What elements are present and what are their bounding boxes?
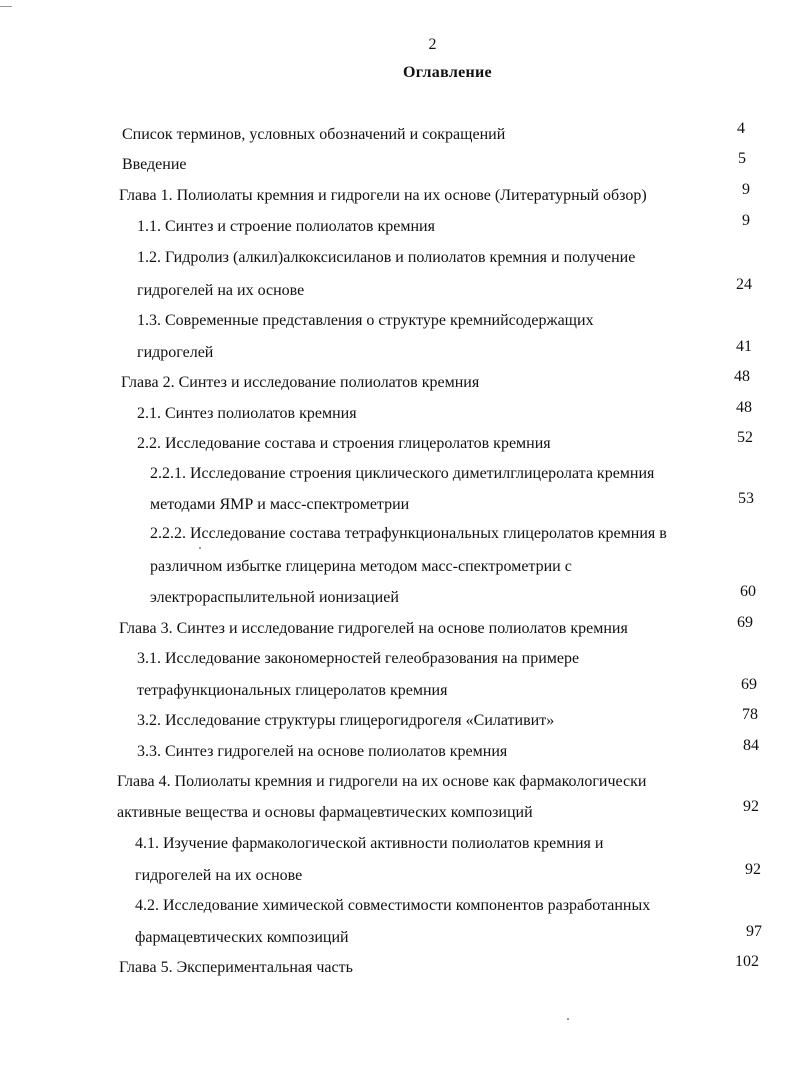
toc-entry-page: 102 — [735, 953, 759, 970]
toc-entry-text: Список терминов, условных обозначений и сокращений — [122, 126, 506, 143]
toc-entry-text: Глава 1. Полиолаты кремния и гидрогели на их основе (Литературный обзор) — [119, 187, 647, 204]
toc-entry-text: 4.1. Изучение фармакологической активности полиолатов кремния и — [135, 835, 604, 852]
toc-entry-text: Введение — [122, 156, 187, 173]
page-number: 2 — [428, 36, 437, 53]
toc-entry-page: 41 — [736, 338, 752, 355]
toc-entry-page: 9 — [742, 181, 750, 198]
toc-entry-text: тетрафункциональных глицеролатов кремния — [137, 682, 448, 699]
toc-entry-text: 1.1. Синтез и строение полиолатов кремния — [137, 218, 435, 235]
toc-entry-page: 60 — [740, 583, 756, 600]
toc-entry-text: Глава 4. Полиолаты кремния и гидрогели на их основе как фармакологически — [117, 773, 647, 790]
toc-entry-page: 97 — [746, 923, 762, 940]
toc-entry-text: гидрогелей — [137, 344, 214, 361]
toc-entry-page: 52 — [737, 429, 753, 446]
scan-speck — [199, 547, 201, 549]
toc-entry-page: 48 — [734, 368, 750, 385]
toc-entry-text: фармацевтических композиций — [135, 929, 349, 946]
toc-entry-text: 1.2. Гидролиз (алкил)алкоксисиланов и полиолатов кремния и получение — [137, 249, 636, 266]
toc-entry-text: 2.1. Синтез полиолатов кремния — [137, 405, 357, 422]
toc-entry-text: методами ЯМР и масс-спектрометрии — [150, 496, 410, 513]
scan-speck — [567, 1018, 569, 1020]
toc-entry-page: 92 — [743, 798, 759, 815]
toc-entry-page: 84 — [743, 737, 759, 754]
toc-entry-page: 69 — [741, 676, 757, 693]
toc-entry-page: 9 — [742, 212, 750, 229]
toc-entry-text: гидрогелей на их основе — [135, 867, 303, 884]
toc-entry-text: Глава 5. Экспериментальная часть — [119, 959, 353, 976]
toc-entry-text: активные вещества и основы фармацевтических композиций — [117, 804, 533, 821]
toc-title: Оглавление — [403, 64, 492, 81]
toc-entry-page: 69 — [737, 614, 753, 631]
scan-edge-mark — [0, 6, 12, 7]
toc-entry-text: 3.3. Синтез гидрогелей на основе полиолатов кремния — [137, 743, 508, 760]
toc-entry-text: Глава 3. Синтез и исследование гидрогелей на основе полиолатов кремния — [119, 620, 628, 637]
toc-entry-text: 2.2. Исследование состава и строения глицеролатов кремния — [137, 435, 551, 452]
toc-entry-text: Глава 2. Синтез и исследование полиолатов кремния — [121, 374, 480, 391]
toc-entry-text: 1.3. Современные представления о структуре кремнийсодержащих — [137, 312, 594, 329]
toc-entry-page: 53 — [738, 490, 754, 507]
toc-entry-text: 4.2. Исследование химической совместимости компонентов разработанных — [135, 897, 651, 914]
toc-entry-page: 78 — [742, 706, 758, 723]
toc-entry-page: 5 — [738, 150, 746, 167]
toc-entry-page: 92 — [745, 861, 761, 878]
toc-entry-text: различном избытке глицерина методом масс-спектрометрии с — [150, 558, 572, 575]
toc-entry-page: 48 — [736, 399, 752, 416]
toc-entry-text: 3.1. Исследование закономерностей гелеобразования на примере — [137, 650, 580, 667]
toc-entry-page: 24 — [736, 276, 752, 293]
toc-entry-text: гидрогелей на их основе — [137, 282, 305, 299]
toc-entry-text: 3.2. Исследование структуры глицерогидрогеля «Силативит» — [137, 712, 555, 729]
toc-entry-text: 2.2.2. Исследование состава тетрафункциональных глицеролатов кремния в — [150, 525, 667, 542]
toc-entry-text: электрораспылительной ионизацией — [150, 589, 399, 606]
toc-entry-page: 4 — [737, 120, 745, 137]
toc-entry-text: 2.2.1. Исследование строения циклического диметилглицеролата кремния — [150, 465, 655, 482]
